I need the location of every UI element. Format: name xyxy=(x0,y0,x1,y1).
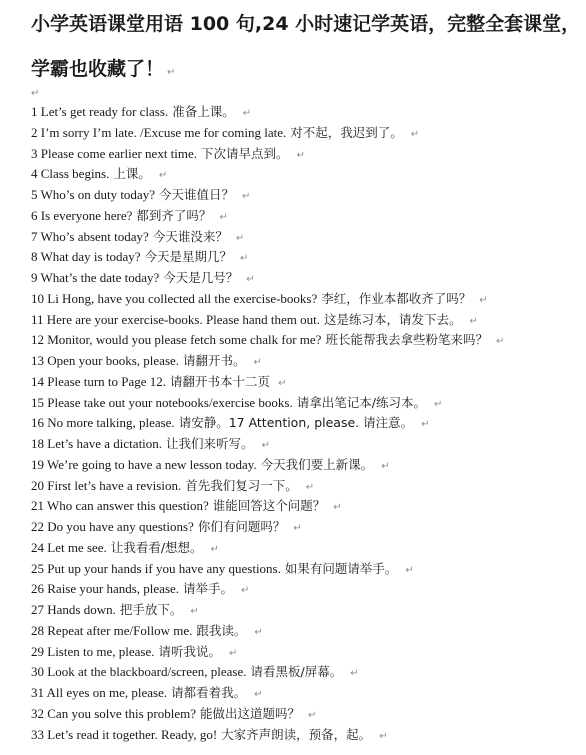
phrase-chinese: 跟我读。 xyxy=(196,622,247,638)
phrase-chinese: 请看黑板/屏幕。 xyxy=(250,664,343,680)
phrase-line xyxy=(31,455,586,476)
paragraph-mark-icon: ↵ xyxy=(254,689,263,700)
phrase-english: 30 Look at the blackboard/screen, please. xyxy=(31,664,247,680)
paragraph-mark-icon: ↵ xyxy=(469,315,478,327)
phrase-line xyxy=(31,164,586,185)
phrase-english: 22 Do you have any questions? xyxy=(31,519,194,534)
phrase-english: 24 Let me see. xyxy=(31,539,107,555)
phrase-line xyxy=(31,621,586,642)
phrase-line xyxy=(31,310,586,331)
phrase-english: 11 Here are your exercise-books. Please hand them out. xyxy=(31,311,321,327)
phrase-chinese: 班长能帮我去拿些粉笔来吗？ xyxy=(325,332,488,348)
paragraph-mark-icon: ↵ xyxy=(235,232,245,244)
phrase-english: 12 Monitor, would you please fetch some chalk for me? xyxy=(31,332,322,348)
paragraph-mark-icon: ↵ xyxy=(421,419,430,431)
paragraph-mark-icon: ↵ xyxy=(242,108,252,119)
phrase-chinese: 大家齐声朗读，预备，起。 xyxy=(221,726,372,742)
phrase-chinese: 今天是几号？ xyxy=(163,270,239,285)
phrase-chinese: 这是练习本，请发下去。 xyxy=(324,311,462,327)
phrase-english: 15 Please take out your notebooks/exercise books. xyxy=(31,394,293,410)
paragraph-mark-icon: ↵ xyxy=(254,626,263,638)
phrase-english: 13 Open your books, please. xyxy=(31,353,180,368)
phrase-english: 14 Please turn to Page 12. xyxy=(31,373,167,389)
phrase-chinese: 让我们来听写。 xyxy=(166,436,254,451)
phrase-line xyxy=(31,393,586,414)
phrase-line xyxy=(31,372,586,393)
title-text-2: 学霸也收藏了！ xyxy=(31,58,165,80)
paragraph-mark-icon: ↵ xyxy=(350,668,359,680)
phrase-chinese: 让我看看/想想。 xyxy=(110,539,203,555)
phrase-chinese: 请拿出笔记本/练习本。 xyxy=(296,394,426,410)
phrase-line xyxy=(31,206,586,227)
paragraph-mark-icon: ↵ xyxy=(410,128,420,140)
phrase-line xyxy=(31,123,586,144)
phrase-line xyxy=(31,289,586,310)
phrase-line xyxy=(31,413,586,434)
paragraph-mark-icon: ↵ xyxy=(293,523,302,534)
paragraph-mark-icon: ↵ xyxy=(305,481,315,493)
phrase-chinese: 能做出这道题吗？ xyxy=(200,705,301,721)
phrase-chinese: 下次请早点到。 xyxy=(201,145,289,161)
phrase-english: 27 Hands down. xyxy=(31,602,116,617)
phrase-line xyxy=(31,704,586,725)
paragraph-mark-icon: ↵ xyxy=(379,730,388,742)
paragraph-mark-icon: ↵ xyxy=(296,149,305,161)
paragraph-mark-icon: ↵ xyxy=(278,377,287,389)
paragraph-mark-icon: ↵ xyxy=(210,543,219,555)
paragraph-mark-icon: ↵ xyxy=(479,294,488,306)
phrase-chinese: 首先我们复习一下。 xyxy=(185,477,298,493)
phrase-chinese: 请翻开书本十二页 xyxy=(170,373,271,389)
phrase-english: 8 What day is today? xyxy=(31,249,141,265)
phrase-line xyxy=(31,268,586,289)
paragraph-mark-icon: ↵ xyxy=(246,274,255,285)
phrase-english: 2 I’m sorry I’m late. /Excuse me for coming late. xyxy=(31,124,287,140)
phrase-line xyxy=(31,476,586,497)
phrase-english: 1 Let’s get ready for class. xyxy=(31,104,169,119)
paragraph-mark-icon: ↵ xyxy=(190,606,199,617)
paragraph-mark-icon: ↵ xyxy=(241,585,250,597)
phrase-line xyxy=(31,434,586,455)
phrase-english: 32 Can you solve this problem? xyxy=(31,705,197,721)
phrase-english: 33 Let’s read it together. Ready, go! xyxy=(31,726,218,742)
phrase-chinese: 请都看着我。 xyxy=(171,685,247,700)
phrase-chinese: 李红，作业本都收齐了吗？ xyxy=(321,290,472,306)
phrase-english: 26 Raise your hands, please. xyxy=(31,581,180,597)
paragraph-mark-icon: ↵ xyxy=(240,253,249,265)
paragraph-mark-icon: ↵ xyxy=(31,88,40,99)
phrase-english: 4 Class begins. xyxy=(31,166,110,182)
phrase-english: 10 Li Hong, have you collected all the exercise-books? xyxy=(31,290,318,306)
phrase-english: 5 Who’s on duty today? xyxy=(31,187,155,202)
phrase-chinese: 请举手。 xyxy=(183,581,234,597)
phrase-line xyxy=(31,496,586,517)
phrase-english: 25 Put up your hands if you have any questions. xyxy=(31,560,281,576)
phrase-chinese: 请听我说。 xyxy=(158,643,221,659)
phrase-line xyxy=(31,600,586,621)
phrase-chinese: 都到齐了吗？ xyxy=(136,207,212,223)
title-text-1: 小学英语课堂用语 100 句,24 小时速记学英语，完整全套课堂， xyxy=(31,13,581,35)
paragraph-mark-icon: ↵ xyxy=(158,170,168,182)
phrase-line xyxy=(31,662,586,683)
phrase-line xyxy=(31,227,586,248)
paragraph-mark-icon: ↵ xyxy=(405,564,414,576)
phrase-line xyxy=(31,517,586,538)
phrase-english: 19 We’re going to have a new lesson today. xyxy=(31,456,257,472)
phrase-english: 7 Who’s absent today? xyxy=(31,228,149,244)
phrase-chinese: 今天谁没来？ xyxy=(152,228,228,244)
phrase-chinese: 谁能回答这个问题？ xyxy=(212,498,326,514)
phrase-line xyxy=(31,330,586,351)
phrase-line xyxy=(31,579,586,600)
phrase-english: 18 Let’s have a dictation. xyxy=(31,436,163,451)
phrase-list xyxy=(31,82,586,745)
phrase-english: 6 Is everyone here? xyxy=(31,207,133,223)
document-title xyxy=(31,2,586,92)
phrase-line xyxy=(31,351,586,372)
phrase-line xyxy=(31,102,586,123)
phrase-chinese: 今天谁值日？ xyxy=(158,187,234,202)
phrase-chinese: 对不起，我迟到了。 xyxy=(290,124,403,140)
phrase-chinese: 今天是星期几？ xyxy=(144,249,233,265)
phrase-english: 20 First let’s have a revision. xyxy=(31,477,182,493)
phrase-english: 21 Who can answer this question? xyxy=(31,498,209,514)
phrase-chinese: 请安静。17 Attention, please. 请注意。 xyxy=(178,415,414,431)
phrase-english: 28 Repeat after me/Follow me. xyxy=(31,622,193,638)
phrase-chinese: 今天我们要上新课。 xyxy=(260,456,374,472)
title-line-1 xyxy=(31,2,586,47)
phrase-english: 3 Please come earlier next time. xyxy=(31,145,198,161)
phrase-line xyxy=(31,683,586,704)
paragraph-mark-icon: ↵ xyxy=(381,460,390,472)
phrase-chinese: 如果有问题请举手。 xyxy=(284,560,398,576)
paragraph-mark-icon: ↵ xyxy=(228,647,238,659)
phrase-chinese: 你们有问题吗？ xyxy=(197,519,286,534)
paragraph-mark-icon: ↵ xyxy=(253,357,262,368)
phrase-english: 31 All eyes on me, please. xyxy=(31,685,168,700)
phrase-chinese: 准备上课。 xyxy=(172,104,235,119)
paragraph-mark-icon: ↵ xyxy=(433,398,443,410)
phrase-line xyxy=(31,144,586,165)
empty-paragraph xyxy=(31,82,586,102)
paragraph-mark-icon: ↵ xyxy=(219,211,228,223)
paragraph-mark-icon: ↵ xyxy=(167,67,176,78)
phrase-line xyxy=(31,559,586,580)
paragraph-mark-icon: ↵ xyxy=(495,336,505,348)
paragraph-mark-icon: ↵ xyxy=(333,502,342,514)
phrase-english: 29 Listen to me, please. xyxy=(31,643,155,659)
paragraph-mark-icon: ↵ xyxy=(242,191,251,202)
phrase-line xyxy=(31,247,586,268)
paragraph-mark-icon: ↵ xyxy=(308,709,317,721)
phrase-english: 9 What’s the date today? xyxy=(31,270,160,285)
phrase-line xyxy=(31,185,586,206)
phrase-line xyxy=(31,725,586,746)
phrase-line xyxy=(31,642,586,663)
phrase-chinese: 上课。 xyxy=(113,166,151,182)
phrase-english: 16 No more talking, please. xyxy=(31,415,175,431)
paragraph-mark-icon: ↵ xyxy=(261,440,270,451)
phrase-chinese: 把手放下。 xyxy=(119,602,183,617)
phrase-line xyxy=(31,538,586,559)
phrase-chinese: 请翻开书。 xyxy=(183,353,246,368)
